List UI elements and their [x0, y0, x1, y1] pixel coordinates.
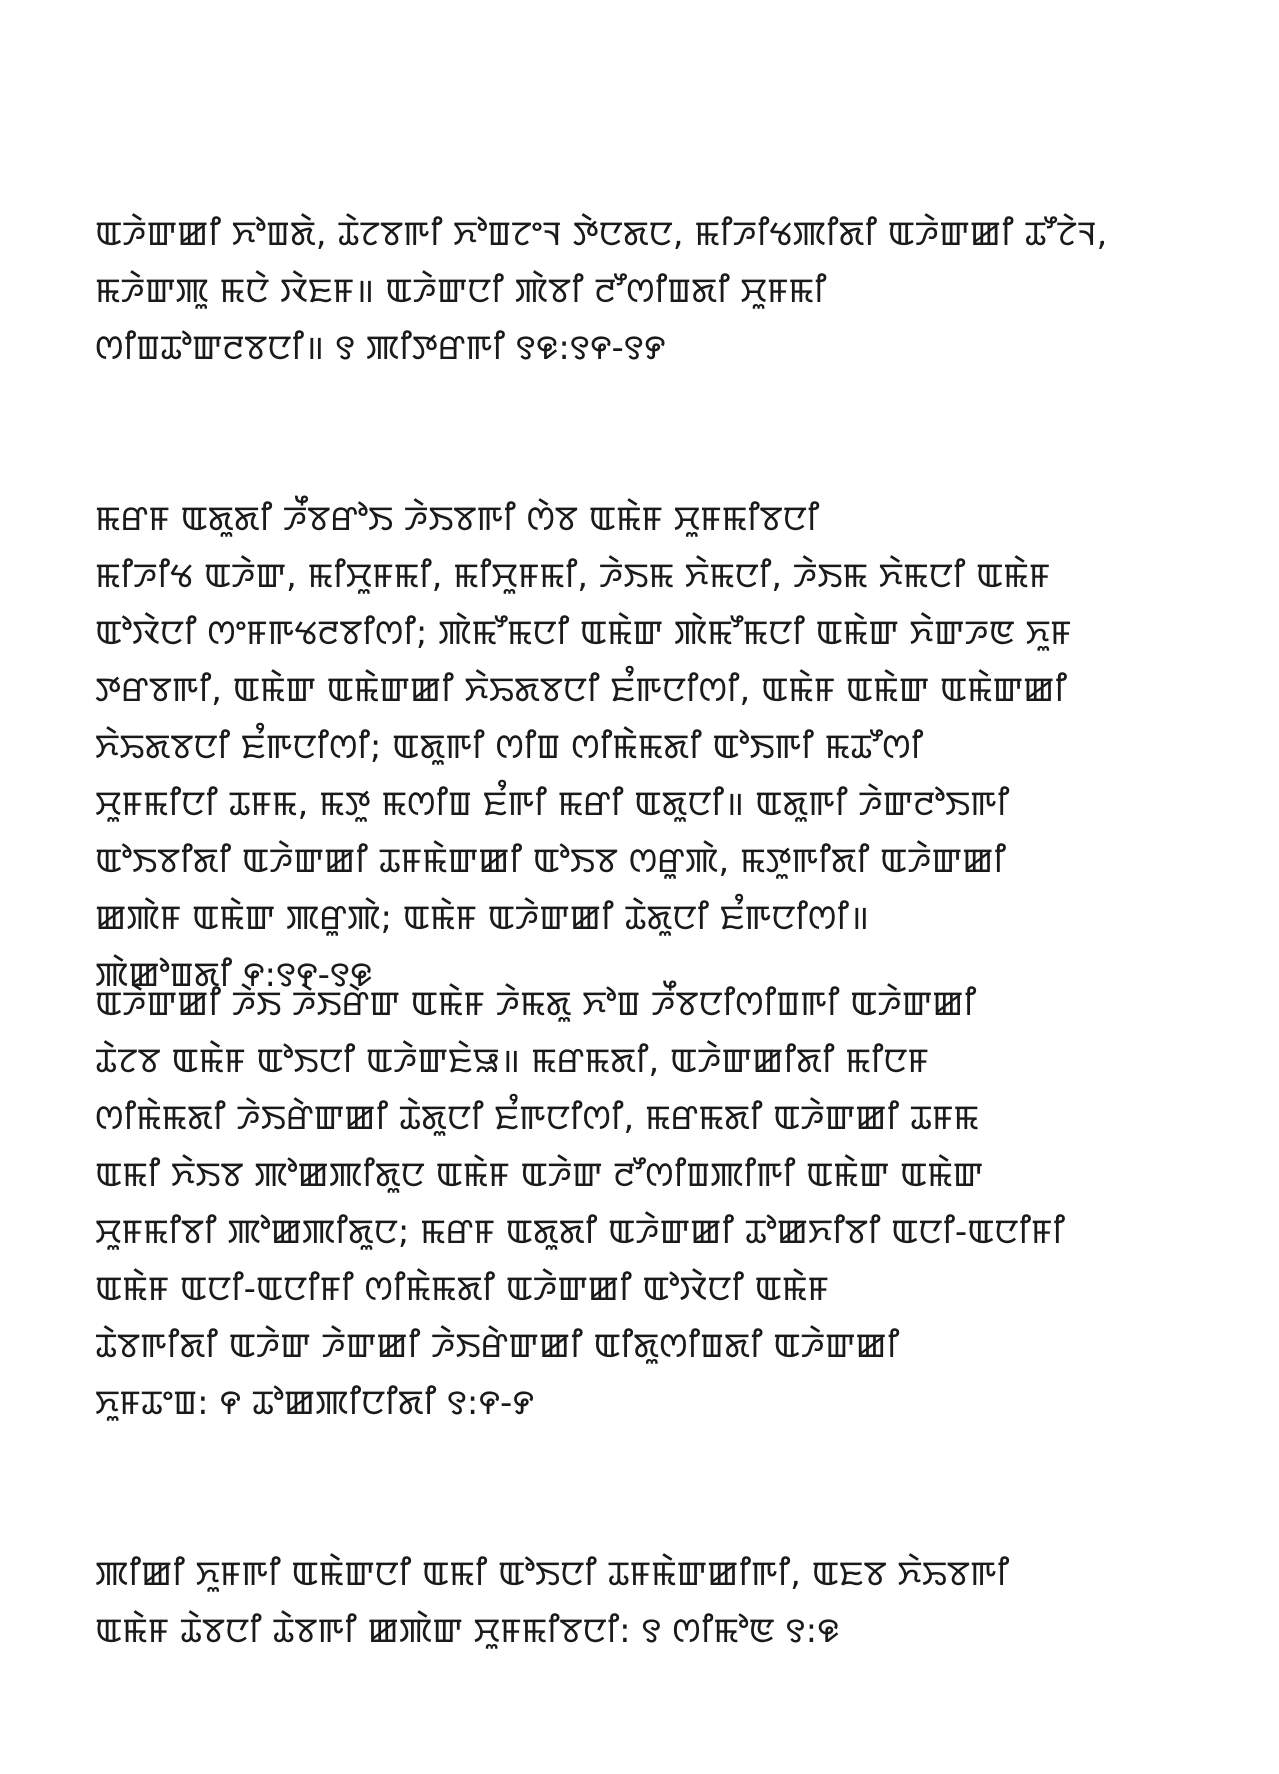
passage-two	[95, 862, 1195, 1774]
paragraph-4: ꯄꯤꯀꯤ ꯈꯨꯝꯒꯤ ꯑꯃꯥꯛꯅꯤ ꯑꯃꯤ ꯑꯣꯏꯅꯤ ꯊꯝꯃꯥꯛꯀꯤꯒꯤ, ꯑꯐꯕ ꯈꯥꯢꯕꯒꯤ ꯑꯃꯥꯝ ꯊꯥꯕꯅꯤ ꯊꯥꯕꯒꯤ ꯀꯄꯥꯛ ꯆꯨꯝꯃꯤꯕꯅꯤ: ꯱ ꯁꯤꯃꯣꯟ ꯱:꯶	[95, 1554, 1010, 1651]
paragraph-1: ꯑꯍꯥꯛꯀꯤ ꯈꯣꯡꯗꯥ, ꯊꯥꯖꯕꯒꯤ ꯈꯣꯡꯖꯦꯜ ꯇꯥꯅꯗꯅ, ꯃꯤꯍꯤꯠꯄꯤꯗꯤ ꯑꯍꯥꯛꯀꯤ ꯊꯧꯖꯥꯜ, ꯃꯍꯥꯛꯄꯨ ꯃꯅꯥ ꯋꯥꯐꯝ॥ ꯑꯍꯥꯛꯅꯤ ꯄꯥꯕꯤ ꯂꯧꯁꯤꯡꯗꯤ ꯆꯨꯝꯃꯤ ꯁꯤꯡꯊꯣꯛꯂꯕꯅꯤ॥ ꯱ ꯄꯤꯇꯔꯒꯤ ꯱꯶:꯱꯵-꯱꯸	[95, 214, 1108, 368]
paragraph-3: ꯑꯍꯥꯛꯀꯤ ꯍꯥꯏ ꯍꯥꯏꯔꯥꯛ ꯑꯃꯥꯝ ꯍꯥꯃꯗꯨ ꯈꯣꯡ ꯍꯩꯕꯅꯤꯁꯤꯡꯒꯤ ꯑꯍꯥꯛꯀꯤ ꯊꯥꯖꯕ ꯑꯃꯥꯝ ꯑꯣꯏꯅꯤ ꯑꯍꯥꯛꯐꯥꯎ॥ ꯃꯔꯃꯗꯤ, ꯑꯍꯥꯛꯀꯤꯗꯤ ꯃꯤꯅꯝ ꯁꯤꯃꯥꯃꯗꯤ ꯍꯥꯏꯔꯥꯛꯀꯤ ꯊꯥꯗꯨꯅꯤ ꯐꯪꯒꯅꯤꯁꯤ, ꯃꯔꯃꯗꯤ ꯑꯍꯥꯛꯀꯤ ꯊꯝꯃ ꯑꯃꯤ ꯈꯥꯏꯕ ꯄꯣꯀꯄꯤꯗꯨꯅ ꯑꯃꯥꯝ ꯑꯍꯥꯛ ꯂꯧꯁꯤꯡꯄꯤꯒꯤ ꯑꯃꯥꯛ ꯑꯃꯥꯛ ꯆꯨꯝꯃꯤꯕꯤ ꯄꯣꯀꯄꯤꯗꯨꯅ; ꯃꯔꯝ ꯑꯗꯨꯗꯤ ꯑꯍꯥꯛꯀꯤ ꯊꯣꯀꯈꯤꯕꯤ ꯑꯅꯤ-ꯑꯅꯤꯝꯤ ꯑꯃꯥꯝ ꯑꯅꯤ-ꯑꯅꯤꯝꯤ ꯁꯤꯃꯥꯃꯗꯤ ꯑꯍꯥꯛꯀꯤ ꯑꯣꯋꯥꯅꯤ ꯑꯃꯥꯝ ꯊꯥꯕꯒꯤꯗꯤ ꯑꯍꯥꯛ ꯍꯥꯛꯀꯤ ꯍꯥꯏꯔꯥꯛꯀꯤ ꯑꯤꯗꯨꯁꯤꯡꯗꯤ ꯑꯍꯥꯛꯀꯤ ꯈꯨꯝꯊꯦꯡ: ꯵ ꯊꯣꯀꯄꯤꯅꯤꯗꯤ ꯱:꯵-꯸	[95, 984, 1065, 1423]
paragraph-2: ꯃꯔꯝ ꯑꯗꯨꯗꯤ ꯍꯩꯕꯔꯣꯏ ꯍꯥꯏꯕꯒꯤ ꯁꯥꯕ ꯑꯃꯥꯝ ꯆꯨꯝꯃꯤꯕꯅꯤ ꯃꯤꯍꯤꯠ ꯑꯍꯥꯛ, ꯃꯤꯆꯨꯝꯃꯤ, ꯃꯤꯆꯨꯝꯃꯤ, ꯍꯥꯏꯃ ꯈꯥꯃꯅꯤ, ꯍꯥꯏꯃ ꯈꯥꯃꯅꯤ ꯑꯃꯥꯝ ꯑꯣꯋꯥꯅꯤ ꯁꯦꯝꯒꯠꯂꯕꯤꯁꯤ; ꯄꯥꯃꯧꯃꯅꯤ ꯑꯃꯥꯛ ꯄꯥꯃꯧꯃꯅꯤ ꯑꯃꯥꯛ ꯈꯥꯛꯍꯟ ꯈꯨꯝ ꯇꯔꯕꯒꯤ, ꯑꯃꯥꯛ ꯑꯃꯥꯛꯀꯤ ꯈꯥꯢꯗꯕꯅꯤ ꯐꯪꯒꯅꯤꯁꯤ, ꯑꯃꯥꯝ ꯑꯃꯥꯛ ꯑꯃꯥꯛꯀꯤ ꯈꯥꯢꯗꯕꯅꯤ ꯐꯪꯒꯅꯤꯁꯤ; ꯑꯗꯨꯒꯤ ꯁꯤꯡ ꯁꯤꯃꯥꯃꯗꯤ ꯑꯣꯏꯒꯤ ꯃꯊꯧꯁꯤ ꯆꯨꯝꯃꯤꯅꯤ ꯊꯝꯃ, ꯃꯇꯨ ꯃꯁꯤꯡ ꯐꯪꯒꯤ ꯃꯔꯤ ꯑꯗꯨꯅꯤ॥ ꯑꯗꯨꯒꯤ ꯍꯥꯛꯂꯣꯏꯒꯤ ꯑꯣꯏꯕꯤꯗꯤ ꯑꯍꯥꯛꯀꯤ ꯊꯝꯃꯥꯛꯀꯤ ꯑꯣꯏꯕ ꯁꯔꯨꯄꯥ, ꯃꯇꯨꯒꯤꯗꯤ ꯑꯍꯥꯛꯀꯤ ꯀꯄꯥꯝ ꯑꯃꯥꯛ ꯄꯔꯨꯄꯥ; ꯑꯃꯥꯝ ꯑꯍꯥꯛꯀꯤ ꯊꯥꯗꯨꯅꯤ ꯐꯪꯒꯅꯤꯁꯤ॥ ꯄꯥꯀꯣꯡꯗꯤ ꯵:꯱꯵-꯱꯶	[95, 499, 1072, 995]
